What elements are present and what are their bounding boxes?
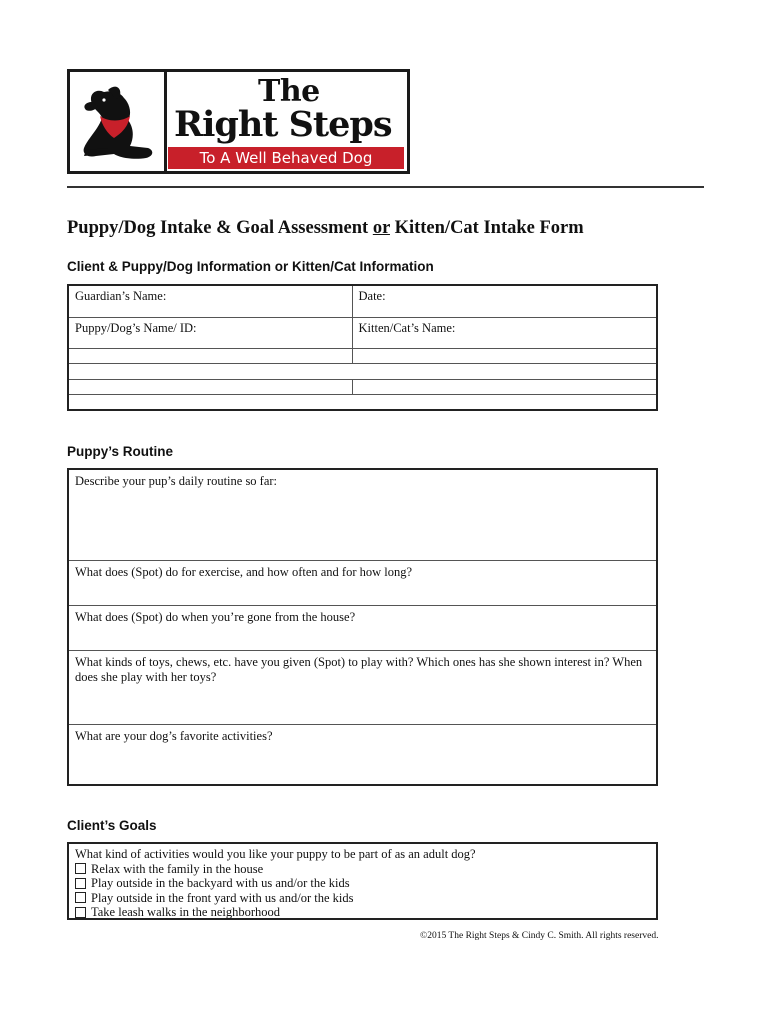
checkbox-icon[interactable] [75, 878, 86, 889]
title-part-1: Puppy/Dog Intake & Goal Assessment [67, 218, 373, 238]
question-text: What does (Spot) do when you’re gone from the house? [75, 610, 356, 624]
checkbox-icon[interactable] [75, 907, 86, 918]
date-field[interactable] [352, 285, 657, 317]
goal-option-label: Relax with the family in the house [91, 861, 264, 876]
date-label: Date: [358, 289, 386, 303]
guardian-name-label: Guardian’s Name: [75, 289, 167, 303]
toys-question-field[interactable] [69, 651, 656, 725]
dog-name-field[interactable] [68, 317, 352, 348]
goal-option[interactable] [75, 905, 650, 920]
logo-tagline: To A Well Behaved Dog [168, 147, 404, 169]
guardian-name-field[interactable] [68, 285, 352, 317]
logo-dog-panel [70, 72, 167, 171]
activities-question-field[interactable] [69, 725, 656, 784]
checkbox-icon[interactable] [75, 863, 86, 874]
header-divider [67, 186, 704, 188]
logo-word-right-steps: Right Steps [174, 104, 392, 145]
goal-option[interactable] [75, 876, 650, 891]
goals-box [67, 842, 658, 920]
title-part-3: Kitten/Cat Intake Form [389, 218, 584, 238]
cat-name-label: Kitten/Cat’s Name: [358, 320, 456, 335]
cat-name-field[interactable] [352, 317, 657, 348]
checkbox-icon[interactable] [75, 892, 86, 903]
goal-option[interactable] [75, 862, 650, 877]
blank-cell[interactable] [352, 348, 657, 363]
question-text: What does (Spot) do for exercise, and how often and for how long? [75, 565, 413, 579]
logo-word-the: The [258, 74, 320, 109]
blank-cell[interactable] [352, 379, 657, 394]
blank-cell[interactable] [68, 348, 352, 363]
form-title [67, 218, 584, 239]
question-text: Describe your pup’s daily routine so far: [75, 474, 278, 488]
dog-name-label: Puppy/Dog’s Name/ ID: [75, 320, 197, 335]
exercise-question-field[interactable] [69, 561, 656, 606]
blank-row[interactable] [68, 394, 657, 410]
goals-question: What kind of activities would you like your puppy to be part of as an adult dog? [75, 847, 476, 861]
routine-section-heading: Puppy’s Routine [67, 444, 174, 459]
goal-option-label: Play outside in the backyard with us and/or the kids [91, 876, 350, 890]
blank-cell[interactable] [68, 379, 352, 394]
brand-logo [67, 69, 410, 174]
title-or: or [372, 218, 390, 238]
goal-option[interactable] [75, 891, 650, 906]
routine-question-field[interactable] [69, 470, 656, 561]
client-info-table [67, 284, 658, 411]
routine-box [67, 468, 658, 786]
goal-option-label: Take leash walks in the neighborhood [91, 905, 281, 919]
goal-option-label: Play outside in the front yard with us and/or the kids [91, 890, 354, 905]
question-text: What are your dog’s favorite activities? [75, 729, 273, 743]
goals-section-heading: Client’s Goals [67, 818, 157, 833]
blank-row[interactable] [68, 363, 657, 379]
copyright-footer: ©2015 The Right Steps & Cindy C. Smith. All rights reserved. [420, 931, 659, 941]
question-text: What kinds of toys, chews, etc. have you given (Spot) to play with? Which ones has she shown interest in? When does she play with her toys? [75, 655, 643, 684]
dog-with-red-bandana-icon [74, 78, 158, 166]
alone-question-field[interactable] [69, 606, 656, 651]
info-section-heading: Client & Puppy/Dog Information or Kitten/Cat Information [67, 259, 434, 274]
